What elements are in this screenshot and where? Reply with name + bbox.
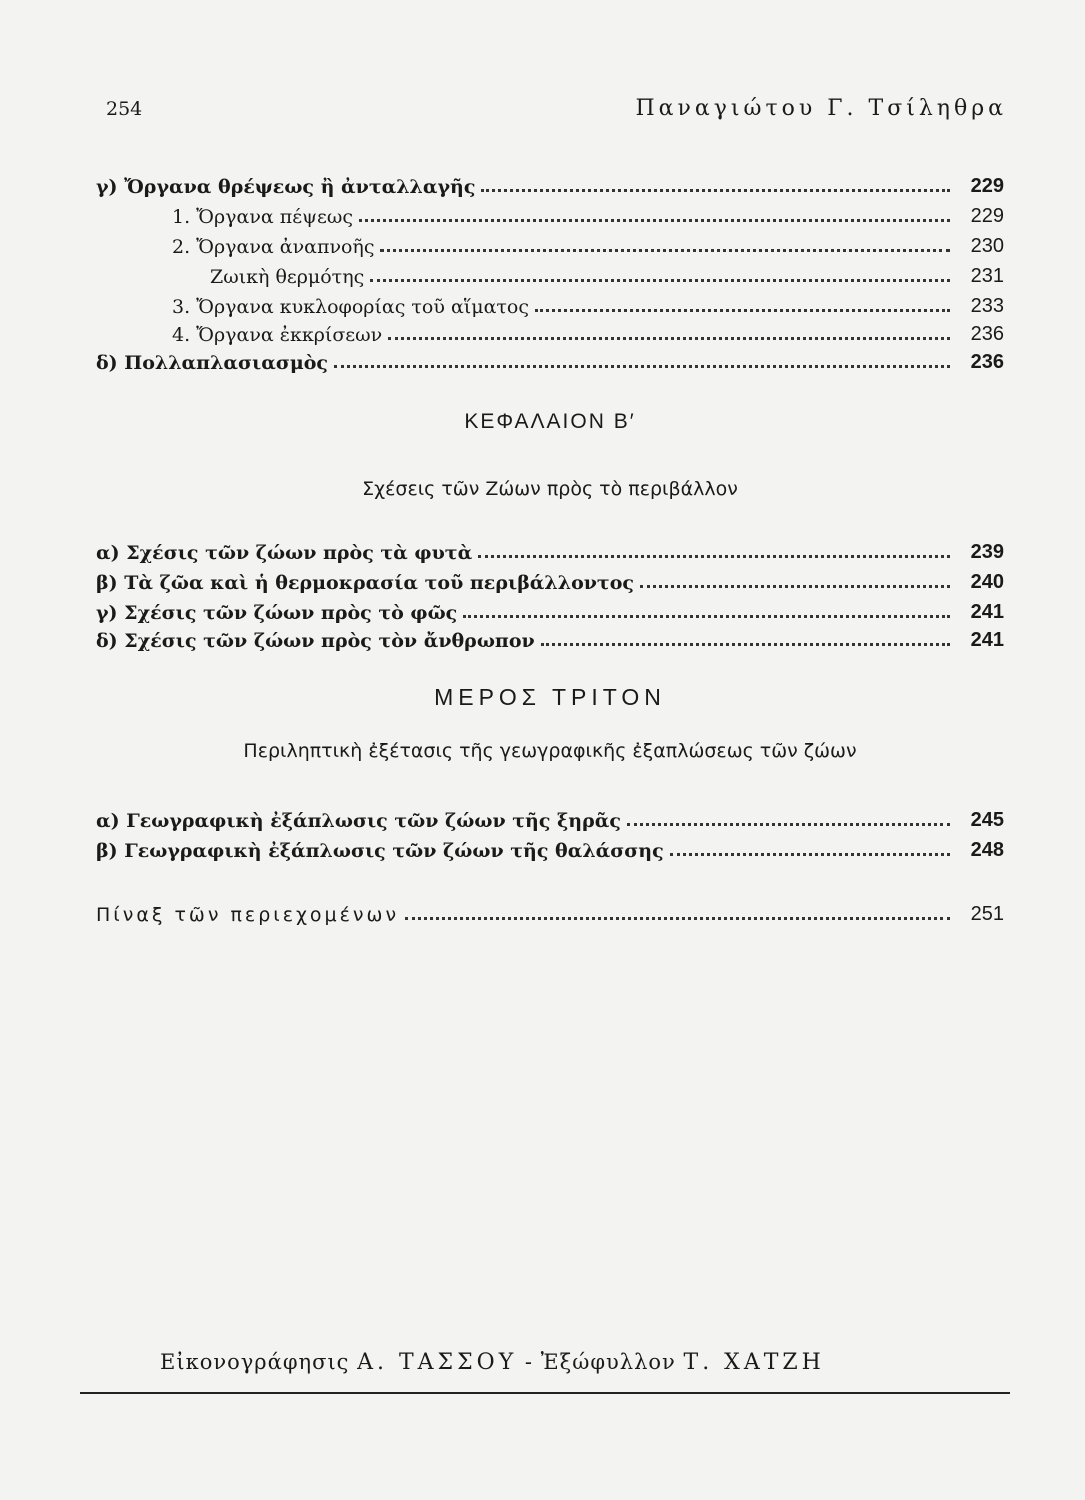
toc-entry-label: 2. Ὄργανα ἀναπνοῆς bbox=[172, 236, 375, 258]
page-number: 254 bbox=[106, 98, 143, 120]
toc-entry-label: β) Γεωγραφικὴ ἐξάπλωσις τῶν ζώων τῆς θαλάσσης bbox=[96, 840, 664, 862]
toc-entry-label: δ) Πολλαπλασιασμὸς bbox=[96, 352, 328, 374]
toc-entry-label: 3. Ὄργανα κυκλοφορίας τοῦ αἵματος bbox=[172, 296, 529, 318]
toc-entry-label: α) Γεωγραφικὴ ἐξάπλωσις τῶν ζώων τῆς ξηρᾶς bbox=[96, 810, 621, 832]
toc-entry-page: 233 bbox=[970, 295, 1004, 317]
toc-entry-label: 1. Ὄργανα πέψεως bbox=[172, 206, 353, 228]
toc-entry-label: Πίναξ τῶν περιεχομένων bbox=[96, 904, 400, 926]
cover-artist-name: Τ. ΧΑΤΖΗ bbox=[683, 1350, 825, 1375]
part-title: ΜΕΡΟΣ ΤΡΙΤΟΝ bbox=[434, 684, 666, 710]
dot-leader bbox=[627, 823, 950, 826]
toc-entry bbox=[96, 594, 1004, 624]
dot-leader bbox=[535, 309, 950, 312]
chapter-subtitle: Σχέσεις τῶν Ζώων πρὸς τὸ περιβάλλον bbox=[362, 478, 738, 500]
footer-credits bbox=[160, 1350, 825, 1375]
toc-entry bbox=[172, 316, 1004, 346]
dot-leader bbox=[370, 279, 950, 282]
toc-entry-label: γ) Σχέσις τῶν ζώων πρὸς τὸ φῶς bbox=[96, 602, 458, 624]
toc-entry bbox=[172, 288, 1004, 318]
toc-entry-page: 240 bbox=[970, 571, 1004, 593]
toc-entry bbox=[172, 228, 1004, 258]
dot-leader bbox=[380, 249, 950, 252]
dot-leader bbox=[640, 585, 950, 588]
dot-leader bbox=[463, 615, 950, 618]
dot-leader bbox=[334, 365, 950, 368]
toc-entry bbox=[96, 534, 1004, 564]
toc-entry-page: 248 bbox=[970, 839, 1004, 861]
toc-entry-page: 231 bbox=[970, 265, 1004, 287]
footer-rule bbox=[80, 1392, 1010, 1394]
toc-entry-page: 230 bbox=[970, 235, 1004, 257]
toc-entry bbox=[96, 168, 1004, 198]
dot-leader bbox=[541, 643, 950, 646]
toc-entry-label: α) Σχέσις τῶν ζώων πρὸς τὰ φυτὰ bbox=[96, 542, 473, 564]
cover-label: Ἐξώφυλλον bbox=[540, 1350, 676, 1374]
toc-entry-page: 239 bbox=[970, 541, 1004, 563]
toc-entry-label: δ) Σχέσις τῶν ζώων πρὸς τὸν ἄνθρωπον bbox=[96, 630, 535, 652]
credit-separator: - bbox=[524, 1350, 534, 1374]
dot-leader bbox=[481, 189, 950, 192]
dot-leader bbox=[478, 555, 950, 558]
toc-entry bbox=[96, 832, 1004, 862]
toc-entry bbox=[96, 622, 1004, 652]
toc-entry-page: 241 bbox=[970, 601, 1004, 623]
toc-entry-page: 251 bbox=[970, 903, 1004, 925]
toc-entry-page: 236 bbox=[970, 351, 1004, 373]
toc-entry bbox=[172, 198, 1004, 228]
toc-entry-label: γ) Ὄργανα θρέψεως ἢ ἀνταλλαγῆς bbox=[96, 176, 476, 198]
toc-entry-label: β) Τὰ ζῶα καὶ ἡ θερμοκρασία τοῦ περιβάλλοντος bbox=[96, 572, 634, 594]
part-subtitle: Περιληπτικὴ ἐξέτασις τῆς γεωγραφικῆς ἐξαπλώσεως τῶν ζώων bbox=[243, 740, 857, 762]
toc-entry-page: 245 bbox=[970, 809, 1004, 831]
illustrator-name: Α. ΤΑΣΣΟΥ bbox=[357, 1350, 518, 1375]
dot-leader bbox=[359, 219, 950, 222]
chapter-title: ΚΕΦΑΛΑΙΟΝ Β′ bbox=[464, 410, 636, 433]
toc-entry-page: 236 bbox=[970, 323, 1004, 345]
toc-entry bbox=[96, 564, 1004, 594]
toc-entry bbox=[96, 802, 1004, 832]
toc-entry bbox=[96, 344, 1004, 374]
toc-entry bbox=[96, 896, 1004, 926]
toc-entry-label: Ζωικὴ θερμότης bbox=[210, 266, 365, 288]
dot-leader bbox=[670, 853, 950, 856]
toc-entry-page: 229 bbox=[970, 205, 1004, 227]
dot-leader bbox=[388, 337, 950, 340]
dot-leader bbox=[405, 917, 950, 920]
toc-entry-label: 4. Ὄργανα ἐκκρίσεων bbox=[172, 324, 383, 346]
illustration-label: Εἰκονογράφησις bbox=[160, 1350, 350, 1374]
toc-entry bbox=[210, 258, 1004, 288]
toc-entry-page: 241 bbox=[970, 629, 1004, 651]
toc-entry-page: 229 bbox=[970, 175, 1004, 197]
running-head: Παναγιώτου Γ. Τσίληθρα bbox=[635, 96, 1007, 121]
